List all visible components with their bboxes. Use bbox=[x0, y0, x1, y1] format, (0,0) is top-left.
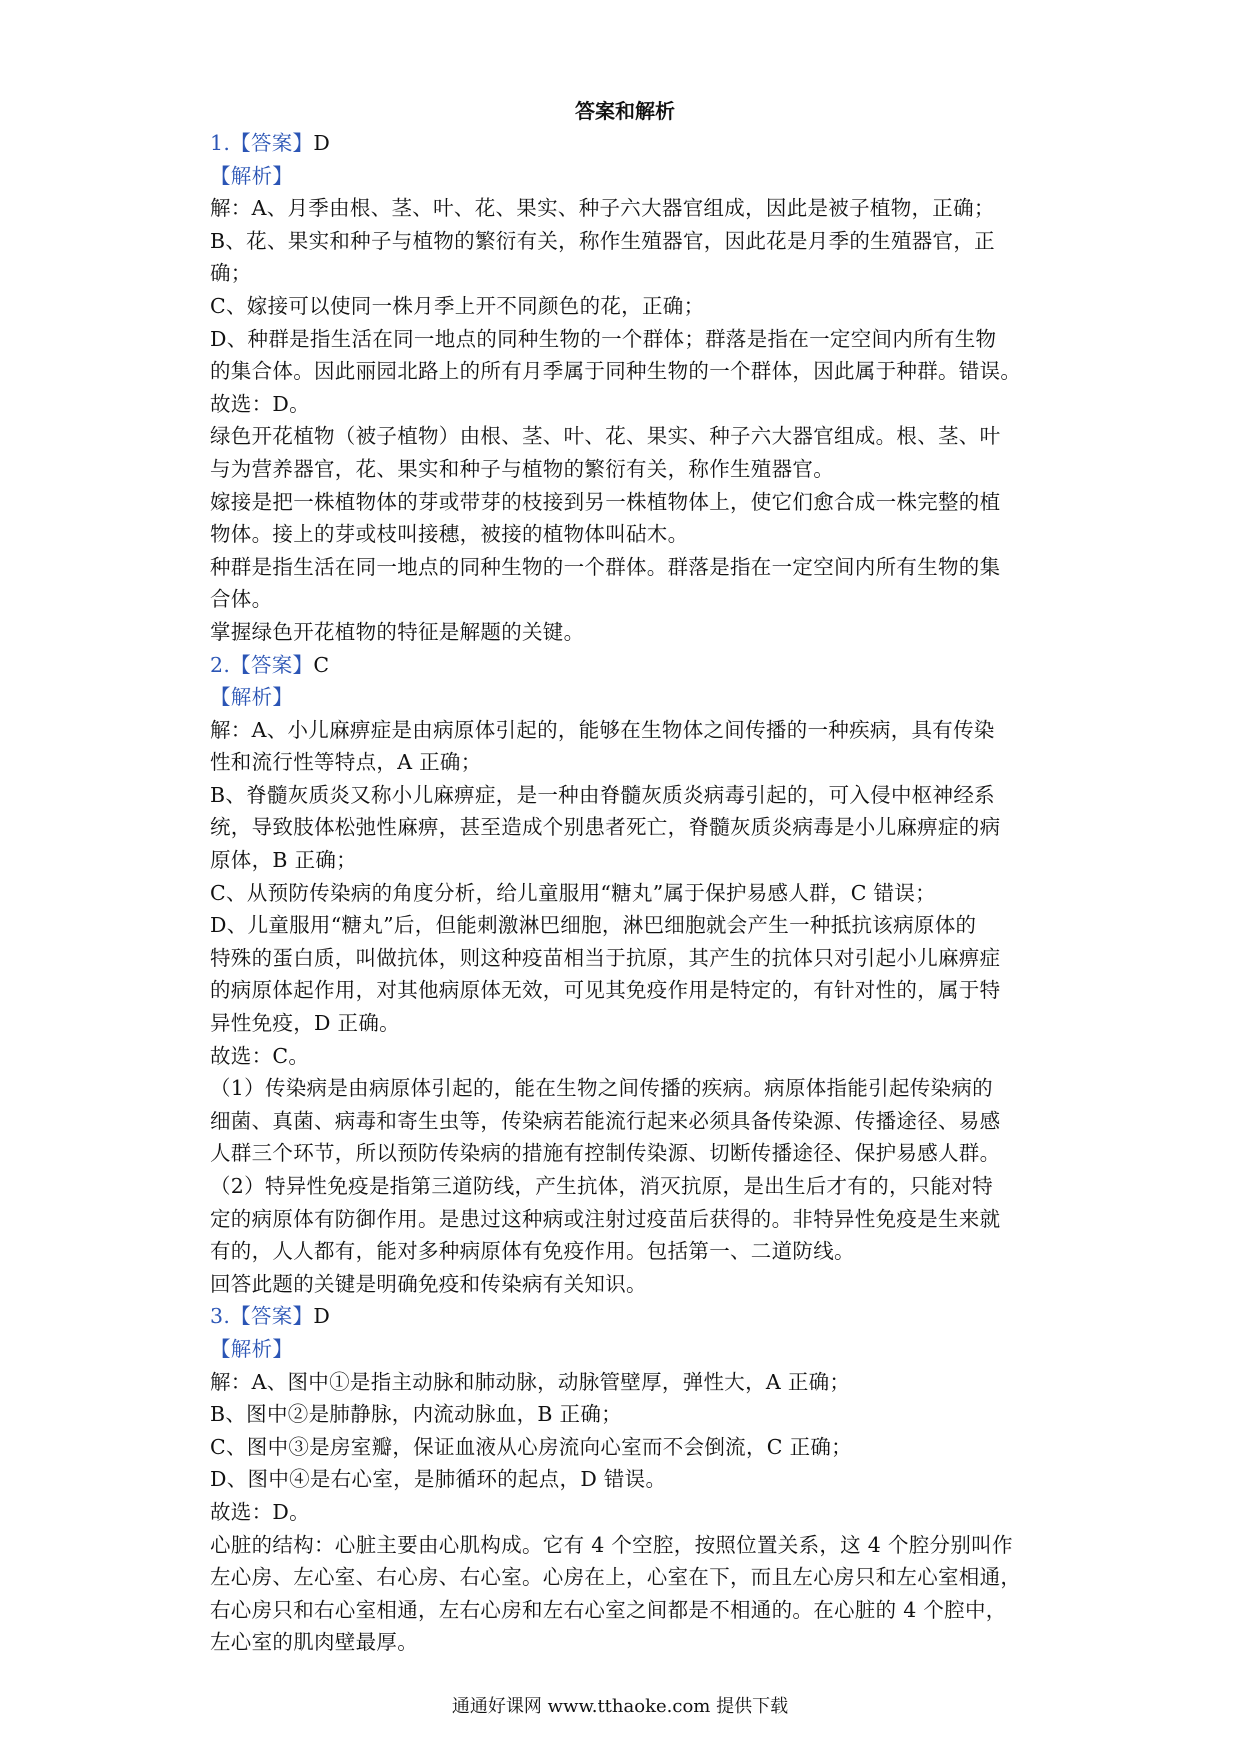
text-line bbox=[210, 942, 1040, 975]
text-segment: B、脊髓灰质炎又称小儿麻痹症，是一种由脊髓灰质炎病毒引起的，可入侵中枢神经系 bbox=[210, 782, 995, 807]
text-line bbox=[210, 388, 1040, 421]
text-segment: 的集合体。因此丽园北路上的所有月季属于同种生物的一个群体，因此属于种群。错误。 bbox=[210, 359, 1022, 384]
text-line bbox=[210, 1561, 1040, 1594]
text-line bbox=[210, 225, 1040, 258]
text-line bbox=[210, 649, 1040, 682]
text-segment: 异性免疫，D 正确。 bbox=[210, 1011, 400, 1036]
text-segment: 故选：C。 bbox=[210, 1043, 310, 1068]
text-segment: 合体。 bbox=[210, 587, 273, 612]
text-line bbox=[210, 1626, 1040, 1659]
text-segment: 统，导致肢体松弛性麻痹，甚至造成个别患者死亡，脊髓灰质炎病毒是小儿麻痹症的病 bbox=[210, 815, 1001, 840]
text-line bbox=[210, 909, 1040, 942]
text-segment: 右心房只和右心室相通，左右心房和左右心室之间都是不相通的。在心脏的 4 个腔中， bbox=[210, 1597, 1007, 1622]
text-segment: D bbox=[313, 131, 331, 155]
text-line bbox=[210, 486, 1040, 519]
text-line bbox=[210, 1529, 1040, 1562]
text-segment: 嫁接是把一株植物体的芽或带芽的枝接到另一株植物体上，使它们愈合成一株完整的植 bbox=[210, 489, 1001, 514]
text-segment: （1）传染病是由病原体引起的，能在生物之间传播的疾病。病原体指能引起传染病的 bbox=[210, 1076, 993, 1101]
text-line bbox=[210, 1105, 1040, 1138]
text-segment: 解：A、月季由根、茎、叶、花、果实、种子六大器官组成，因此是被子植物，正确； bbox=[210, 196, 995, 221]
text-segment: C、嫁接可以使同一株月季上开不同颜色的花，正确； bbox=[210, 293, 705, 318]
text-line bbox=[210, 420, 1040, 453]
section-label: 【解析】 bbox=[210, 163, 294, 188]
text-segment: D、种群是指生活在同一地点的同种生物的一个群体；群落是指在一定空间内所有生物 bbox=[210, 326, 997, 351]
text-line bbox=[210, 1268, 1040, 1301]
text-line bbox=[210, 1496, 1040, 1529]
text-line bbox=[210, 1040, 1040, 1073]
text-line bbox=[210, 1333, 1040, 1366]
text-line bbox=[210, 779, 1040, 812]
text-line bbox=[210, 323, 1040, 356]
text-line bbox=[210, 1007, 1040, 1040]
text-line bbox=[210, 1203, 1040, 1236]
text-line bbox=[210, 974, 1040, 1007]
text-line bbox=[210, 844, 1040, 877]
text-segment: 的病原体起作用，对其他病原体无效，可见其免疫作用是特定的，有针对性的，属于特 bbox=[210, 978, 1001, 1003]
text-segment: 定的病原体有防御作用。是患过这种病或注射过疫苗后获得的。非特异性免疫是生来就 bbox=[210, 1206, 1001, 1231]
text-segment: 细菌、真菌、病毒和寄生虫等，传染病若能流行起来必须具备传染源、传播途径、易感 bbox=[210, 1108, 1001, 1133]
text-segment: B、花、果实和种子与植物的繁衍有关，称作生殖器官，因此花是月季的生殖器官，正 bbox=[210, 228, 995, 253]
text-line bbox=[210, 1170, 1040, 1203]
text-line bbox=[210, 551, 1040, 584]
text-line bbox=[210, 1594, 1040, 1627]
text-segment: 特殊的蛋白质，叫做抗体，则这种疫苗相当于抗原，其产生的抗体只对引起小儿麻痹症 bbox=[210, 945, 1001, 970]
text-segment: 掌握绿色开花植物的特征是解题的关键。 bbox=[210, 619, 585, 644]
section-label: 【解析】 bbox=[210, 1336, 294, 1361]
text-segment: 物体。接上的芽或枝叫接穗，被接的植物体叫砧木。 bbox=[210, 522, 689, 547]
text-line bbox=[210, 1366, 1040, 1399]
text-segment: 心脏的结构：心脏主要由心肌构成。它有 4 个空腔，按照位置关系，这 4 个腔分别叫作 bbox=[210, 1532, 1013, 1557]
text-segment: C、从预防传染病的角度分析，给儿童服用“糖丸”属于保护易感人群，C 错误； bbox=[210, 880, 936, 905]
answer-lines bbox=[210, 127, 1040, 1659]
text-segment: C bbox=[313, 652, 330, 677]
text-line bbox=[210, 127, 1040, 160]
text-line bbox=[210, 583, 1040, 616]
text-line bbox=[210, 616, 1040, 649]
text-segment: B、图中②是肺静脉，内流动脉血，B 正确； bbox=[210, 1402, 622, 1427]
section-label: 1.【答案】 bbox=[210, 131, 314, 155]
text-line bbox=[210, 714, 1040, 747]
text-segment: 绿色开花植物（被子植物）由根、茎、叶、花、果实、种子六大器官组成。根、茎、叶 bbox=[210, 424, 1001, 449]
text-segment: 确； bbox=[210, 261, 252, 286]
text-line bbox=[210, 290, 1040, 323]
text-line bbox=[210, 257, 1040, 290]
section-label: 2.【答案】 bbox=[210, 652, 314, 677]
text-line bbox=[210, 453, 1040, 486]
text-segment: （2）特异性免疫是指第三道防线，产生抗体，消灭抗原，是出生后才有的，只能对特 bbox=[210, 1174, 993, 1198]
text-segment: 解：A、小儿麻痹症是由病原体引起的，能够在生物体之间传播的一种疾病，具有传染 bbox=[210, 717, 995, 742]
text-line bbox=[210, 1431, 1040, 1464]
text-segment: 回答此题的关键是明确免疫和传染病有关知识。 bbox=[210, 1271, 647, 1296]
text-segment: 故选：D。 bbox=[210, 1499, 310, 1524]
text-line bbox=[210, 877, 1040, 910]
section-label: 【解析】 bbox=[210, 685, 294, 710]
text-line bbox=[210, 681, 1040, 714]
text-segment: 解：A、图中①是指主动脉和肺动脉，动脉管壁厚，弹性大，A 正确； bbox=[210, 1369, 851, 1394]
text-segment: 有的，人人都有，能对多种病原体有免疫作用。包括第一、二道防线。 bbox=[210, 1239, 855, 1264]
page-title: 答案和解析 bbox=[575, 99, 675, 123]
text-line bbox=[210, 518, 1040, 551]
text-segment: D、图中④是右心室，是肺循环的起点，D 错误。 bbox=[210, 1467, 667, 1492]
text-line bbox=[210, 1137, 1040, 1170]
text-line bbox=[210, 160, 1040, 193]
text-line bbox=[210, 1300, 1040, 1333]
text-segment: 故选：D。 bbox=[210, 391, 310, 416]
text-line bbox=[210, 746, 1040, 779]
text-segment: D、儿童服用“糖丸”后，但能刺激淋巴细胞，淋巴细胞就会产生一种抵抗该病原体的 bbox=[210, 913, 977, 938]
text-segment: 性和流行性等特点，A 正确； bbox=[210, 750, 482, 775]
section-label: 3.【答案】 bbox=[210, 1304, 314, 1329]
text-line bbox=[210, 192, 1040, 225]
page-footer: 通通好课网 www.tthaoke.com 提供下载 bbox=[451, 1696, 789, 1717]
document-body bbox=[210, 95, 1040, 1659]
text-segment: C、图中③是房室瓣，保证血液从心房流向心室而不会倒流，C 正确； bbox=[210, 1434, 852, 1459]
text-segment: 种群是指生活在同一地点的同种生物的一个群体。群落是指在一定空间内所有生物的集 bbox=[210, 554, 1001, 579]
text-segment: D bbox=[313, 1304, 331, 1329]
text-line bbox=[210, 1072, 1040, 1105]
text-line bbox=[210, 811, 1040, 844]
text-segment: 人群三个环节，所以预防传染病的措施有控制传染源、切断传播途径、保护易感人群。 bbox=[210, 1141, 1001, 1166]
text-line bbox=[210, 1398, 1040, 1431]
text-segment: 与为营养器官，花、果实和种子与植物的繁衍有关，称作生殖器官。 bbox=[210, 456, 834, 481]
text-line bbox=[210, 1235, 1040, 1268]
text-segment: 左心室的肌肉壁最厚。 bbox=[210, 1630, 418, 1655]
text-segment: 左心房、左心室、右心房、右心室。心房在上，心室在下，而且左心房只和左心室相通， bbox=[210, 1565, 1022, 1590]
text-segment: 原体，B 正确； bbox=[210, 848, 357, 873]
text-line bbox=[210, 355, 1040, 388]
text-line bbox=[210, 1463, 1040, 1496]
